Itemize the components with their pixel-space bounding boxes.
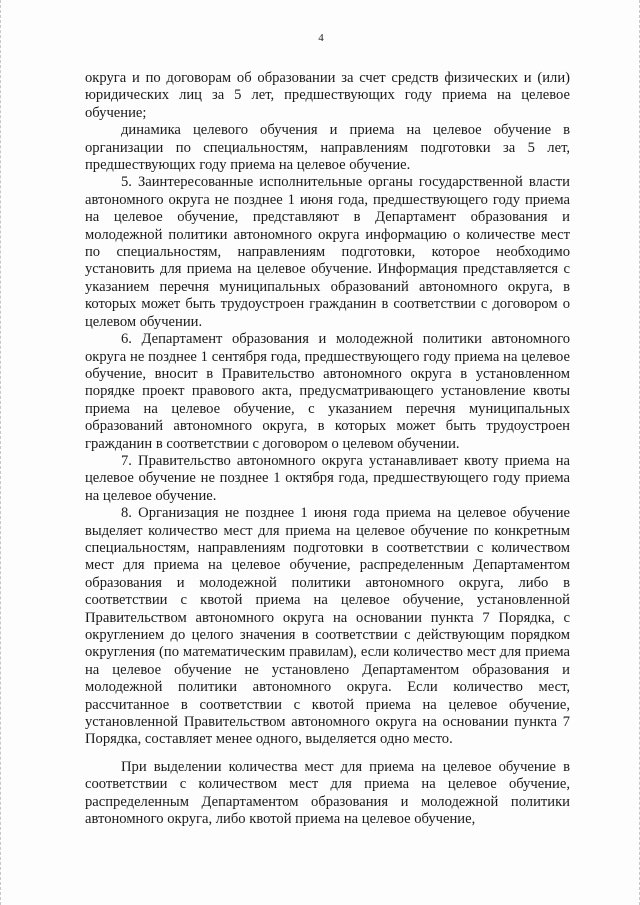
paragraph-dynamics: динамика целевого обучения и приема на целевое обучение в организации по специальностям, направлениям подготовки за 5 лет, предшествующих году приема на целевое обучение. [85, 122, 570, 174]
paragraph-item-6: 6. Департамент образования и молодежной политики автономного округа не позднее 1 сентября года, предшествующего году приема на целевое обучение, вносит в Правительство автономного округа в установленном порядке проект правового акта, предусматривающего установление квоты приема на целевое обучение, с указанием перечня муниципальных образований автономного округа, в которых может быть трудоустроен гражданин в соответствии с договором о целевом обучении. [85, 331, 570, 452]
paragraph-continuation: округа и по договорам об образовании за счет средств физических и (или) юридических лиц за 5 лет, предшествующих году приема на целевое обучение; [85, 70, 570, 121]
paragraph-allocation: При выделении количества мест для приема на целевое обучение в соответствии с количеством мест для приема на целевое обучение, распределенным Департаментом образования и молодежной политики автономного округа, либо квотой приема на целевое обучение, [85, 758, 570, 828]
paragraph-item-7: 7. Правительство автономного округа устанавливает квоту приема на целевое обучение не позднее 1 октября года, предшествующего году приема на целевое обучение. [85, 452, 570, 504]
document-body [85, 70, 570, 828]
page-number: 4 [318, 32, 324, 44]
paragraph-item-5: 5. Заинтересованные исполнительные органы государственной власти автономного округа не позднее 1 июня года, предшествующего году приема на целевое обучение, представляют в Департамент образования и молодежной политики автономного округа информацию о количестве мест по специальностям, направлениям подготовки, которое необходимо установить для приема на целевое обучение. Информация представляется с указанием перечня муниципальных образований автономного округа, в которых может быть трудоустроен гражданин в соответствии с договором о целевом обучении. [85, 174, 570, 330]
paragraph-item-8: 8. Организация не позднее 1 июня года приема на целевое обучение выделяет количество мест для приема на целевое обучение по конкретным специальностям, направлениям подготовки в соответствии с количеством мест для приема на целевое обучение, распределенным Департаментом образования и молодежной политики автономного округа, либо в соответствии с квотой приема на целевое обучение, установленной Правительством автономного округа на основании пункта 7 Порядка, с округлением до целого значения в соответствии с действующим порядком округления (по математическим правилам), если количество мест для приема на целевое обучение не установлено Департаментом образования и молодежной политики автономного округа. Если количество мест, рассчитанное в соответствии с квотой приема на целевое обучение, установленной Правительством автономного округа на основании пункта 7 Порядка, составляет менее одного, выделяется одно место. [85, 505, 570, 748]
